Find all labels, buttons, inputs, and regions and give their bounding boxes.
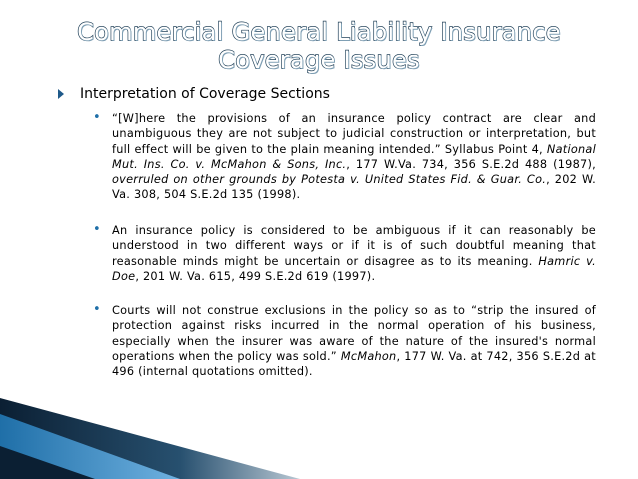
bullet-dot-icon: • xyxy=(93,302,101,317)
slide-title-line-1: Commercial General Liability Insurance xyxy=(77,18,561,46)
bullet-dot-icon: • xyxy=(93,222,101,237)
bullet-item-3: • Courts will not construe exclusions in the policy so as to “strip the insured of protection against risks incurred in the normal operation of his business, especially when the insurer was aware of the nature of the insured's normal operations when the policy was sold.” McMahon, 177 W. Va. at 742, 356 S.E.2d at 496 (internal quotations omitted). xyxy=(93,302,596,379)
section-heading-text: Interpretation of Coverage Sections xyxy=(80,86,330,102)
bullet-item-2: • An insurance policy is considered to be ambiguous if it can reasonably be understood in two different ways or if it is of such doubtful meaning that reasonable minds might be uncertain or disagree as to its meaning. Hamric v. Doe, 201 W. Va. 615, 499 S.E.2d 619 (1997). xyxy=(93,222,596,283)
bullet-item-1: • “[W]here the provisions of an insurance policy contract are clear and unambiguous they are not subject to judicial construction or interpretation, but full effect will be given to the plain meaning intended.” Syllabus Point 4, National Mut. Ins. Co. v. McMahon & Sons, Inc., 177 W.Va. 734, 356 S.E.2d 488 (1987), overruled on other grounds by Potesta v. United States Fid. & Guar. Co., 202 W. Va. 308, 504 S.E.2d 135 (1998). xyxy=(93,110,596,202)
bullet-dot-icon: • xyxy=(93,110,101,125)
slide-title-line-2: Coverage Issues xyxy=(218,46,420,74)
